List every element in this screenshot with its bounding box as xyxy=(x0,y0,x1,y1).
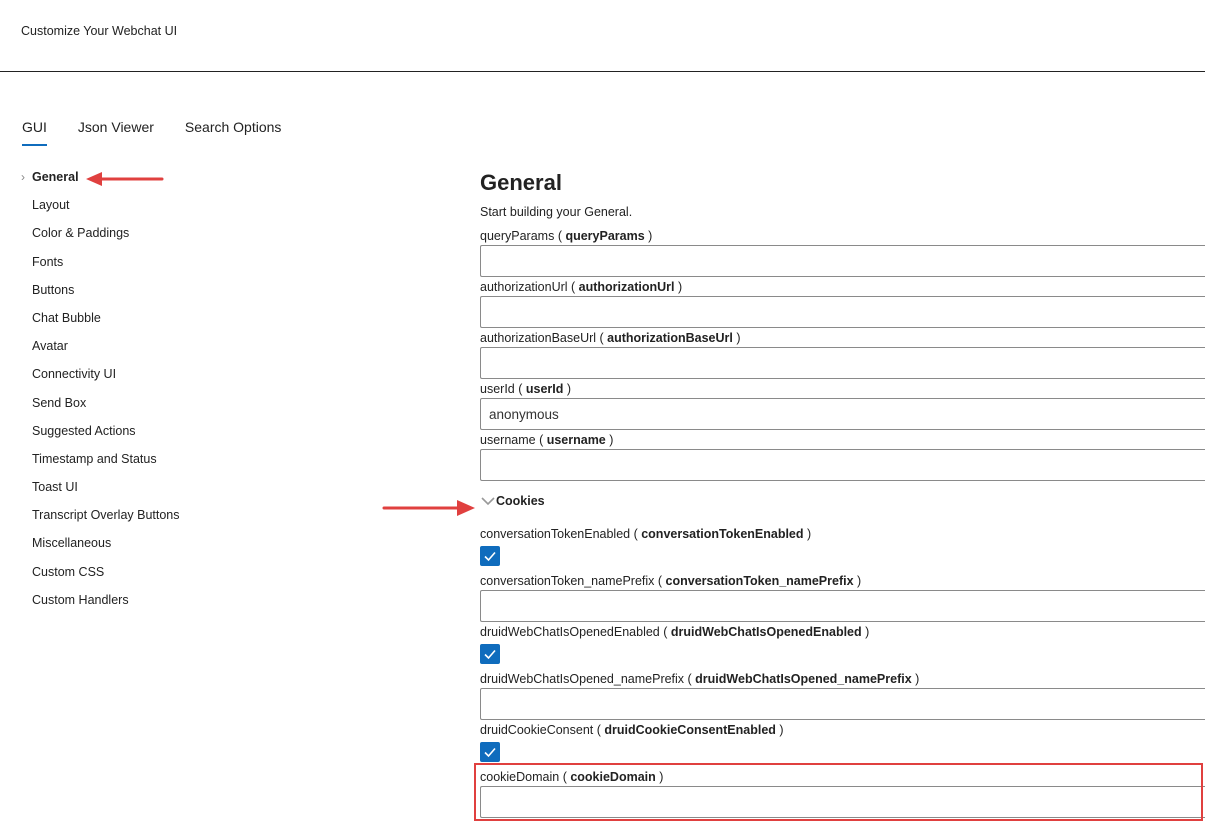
sidebar-item-buttons[interactable]: Buttons xyxy=(32,282,75,297)
conversation-token-enabled-checkbox[interactable] xyxy=(480,546,500,566)
sidebar-item-suggested-actions[interactable]: Suggested Actions xyxy=(32,423,136,438)
sidebar-item-layout[interactable]: Layout xyxy=(32,198,70,213)
chevron-right-icon: › xyxy=(21,170,25,184)
authorization-base-url-input[interactable] xyxy=(480,347,1205,379)
webchat-opened-prefix-input[interactable] xyxy=(480,688,1205,720)
sidebar-item-fonts[interactable]: Fonts xyxy=(32,254,64,269)
sidebar-item-label: General xyxy=(32,170,79,184)
sidebar-item-send-box[interactable]: Send Box xyxy=(32,395,87,410)
field-label-user-id: userId ( userId ) xyxy=(480,382,572,396)
tab-bar xyxy=(22,119,312,146)
sidebar-nav xyxy=(21,170,180,621)
sidebar-item-custom-handlers[interactable]: Custom Handlers xyxy=(32,592,129,607)
sidebar-item-miscellaneous[interactable]: Miscellaneous xyxy=(32,536,112,551)
field-label-query-params: queryParams ( queryParams ) xyxy=(480,229,653,243)
cookie-domain-input[interactable] xyxy=(480,786,1205,818)
checkmark-icon xyxy=(483,647,497,661)
field-label-authorization-url: authorizationUrl ( authorizationUrl ) xyxy=(480,280,683,294)
webchat-opened-enabled-checkbox[interactable] xyxy=(480,644,500,664)
header-divider xyxy=(0,71,1205,72)
sidebar-item-transcript-overlay-buttons[interactable]: Transcript Overlay Buttons xyxy=(32,508,180,523)
app-title: Customize Your Webchat UI xyxy=(21,24,178,38)
cookies-section-title: Cookies xyxy=(496,494,545,508)
tab-search-options[interactable]: Search Options xyxy=(184,119,282,135)
panel-title: General xyxy=(480,170,562,195)
field-label-webchat-opened-prefix: druidWebChatIsOpened_namePrefix ( druidWebChatIsOpened_namePrefix ) xyxy=(480,672,920,686)
tab-json-viewer[interactable]: Json Viewer xyxy=(77,119,154,135)
user-id-input[interactable] xyxy=(480,398,1205,430)
field-label-username: username ( username ) xyxy=(480,433,614,447)
field-label-conversation-token-prefix: conversationToken_namePrefix ( conversationToken_namePrefix ) xyxy=(480,574,862,588)
cookie-consent-checkbox[interactable] xyxy=(480,742,500,762)
sidebar-item-toast-ui[interactable]: Toast UI xyxy=(32,480,78,495)
sidebar-item-timestamp-status[interactable]: Timestamp and Status xyxy=(32,451,157,466)
checkmark-icon xyxy=(483,549,497,563)
checkmark-icon xyxy=(483,745,497,759)
sidebar-item-chat-bubble[interactable]: Chat Bubble xyxy=(32,310,101,325)
annotation-arrow-right-icon xyxy=(380,499,478,517)
query-params-input[interactable] xyxy=(480,245,1205,277)
sidebar-item-avatar[interactable]: Avatar xyxy=(32,339,68,354)
chevron-down-icon xyxy=(480,493,496,509)
panel-subtitle: Start building your General. xyxy=(480,205,633,219)
field-label-authorization-base-url: authorizationBaseUrl ( authorizationBaseUrl ) xyxy=(480,331,741,345)
cookies-section-toggle[interactable] xyxy=(480,493,1205,509)
field-label-cookie-domain: cookieDomain ( cookieDomain ) xyxy=(480,770,664,784)
sidebar-item-connectivity-ui[interactable]: Connectivity UI xyxy=(32,367,117,382)
authorization-url-input[interactable] xyxy=(480,296,1205,328)
annotation-arrow-left-icon xyxy=(84,171,166,187)
sidebar-item-custom-css[interactable]: Custom CSS xyxy=(32,564,105,579)
username-input[interactable] xyxy=(480,449,1205,481)
tab-gui[interactable]: GUI xyxy=(22,119,47,146)
settings-panel xyxy=(480,170,1205,821)
field-label-webchat-opened-enabled: druidWebChatIsOpenedEnabled ( druidWebChatIsOpenedEnabled ) xyxy=(480,625,870,639)
conversation-token-prefix-input[interactable] xyxy=(480,590,1205,622)
sidebar-item-color-paddings[interactable]: Color & Paddings xyxy=(32,226,130,241)
field-label-cookie-consent: druidCookieConsent ( druidCookieConsentEnabled ) xyxy=(480,723,784,737)
field-label-conversation-token-enabled: conversationTokenEnabled ( conversationTokenEnabled ) xyxy=(480,527,812,541)
